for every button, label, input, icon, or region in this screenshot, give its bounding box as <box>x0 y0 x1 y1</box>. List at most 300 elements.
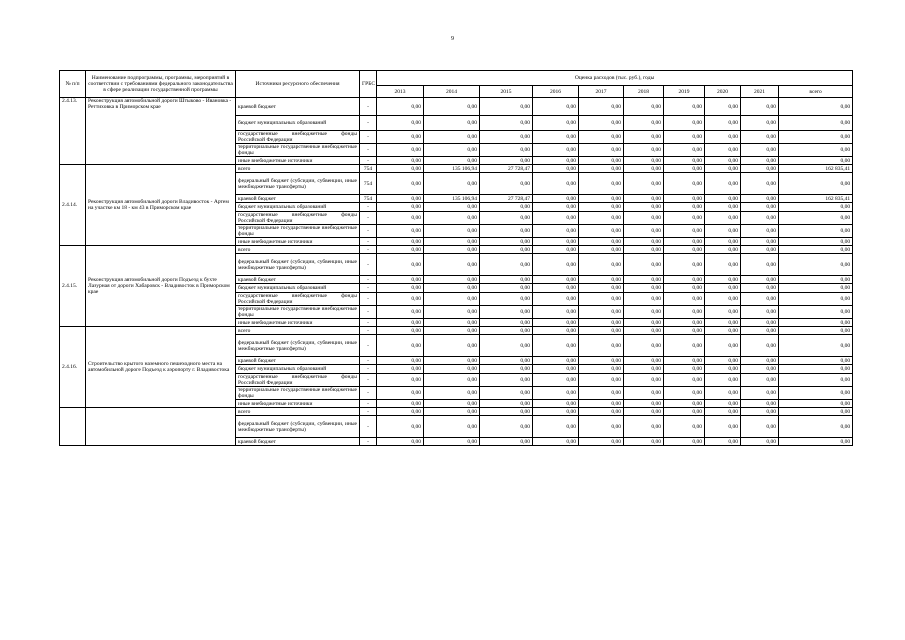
item-name: Реконструкция автомобильной дороги Владивосток - Артем на участке км 18 - км 43 в Приморском крае <box>86 165 236 246</box>
year-value: 0,00 <box>664 293 705 306</box>
year-value: 0,00 <box>705 195 741 203</box>
year-value: 0,00 <box>424 319 480 327</box>
year-value: 0,00 <box>377 173 424 195</box>
year-value: 0,00 <box>480 284 533 293</box>
funding-source: территориальные государственные внебюджетные фонды <box>236 144 360 157</box>
year-value: 0,00 <box>705 276 741 284</box>
year-value: 0,00 <box>705 335 741 357</box>
year-value: 0,00 <box>624 276 664 284</box>
header-year: 2021 <box>741 86 779 98</box>
year-value: 0,00 <box>624 387 664 400</box>
year-value: 0,00 <box>377 416 424 438</box>
funding-source: всего <box>236 408 360 416</box>
year-value: 0,00 <box>480 438 533 446</box>
year-value: 0,00 <box>705 98 741 116</box>
table-body <box>60 98 853 446</box>
year-value: 0,00 <box>624 203 664 212</box>
year-value: 0,00 <box>624 195 664 203</box>
year-value: 0,00 <box>664 400 705 408</box>
header-name: Наименование подпрограммы, программы, мероприятий в соответствии с требованиями федерального законодательства в сфере реализации государственной программы <box>86 71 236 98</box>
year-value: 0,00 <box>377 225 424 238</box>
year-value: 0,00 <box>424 284 480 293</box>
year-value: 0,00 <box>480 387 533 400</box>
year-value: 0,00 <box>579 116 624 131</box>
grbs-code: - <box>360 319 377 327</box>
year-value: 0,00 <box>480 225 533 238</box>
header-year: 2019 <box>664 86 705 98</box>
header-estimate: Оценка расходов (тыс. руб.), годы <box>377 71 853 86</box>
year-value: 0,00 <box>705 293 741 306</box>
table-row <box>60 246 853 254</box>
year-value: 0,00 <box>741 131 779 144</box>
total-value: 0,00 <box>779 293 853 306</box>
year-value: 0,00 <box>377 284 424 293</box>
year-value: 0,00 <box>579 306 624 319</box>
year-value: 0,00 <box>480 327 533 335</box>
year-value: 0,00 <box>424 400 480 408</box>
table-row <box>60 165 853 173</box>
year-value: 0,00 <box>377 116 424 131</box>
year-value: 0,00 <box>705 173 741 195</box>
year-value: 0,00 <box>664 195 705 203</box>
year-value: 0,00 <box>579 293 624 306</box>
page-number: 9 <box>451 36 454 42</box>
year-value: 0,00 <box>377 319 424 327</box>
year-value: 0,00 <box>624 357 664 365</box>
total-value: 0,00 <box>779 144 853 157</box>
year-value: 0,00 <box>705 319 741 327</box>
funding-source: всего <box>236 246 360 254</box>
year-value: 0,00 <box>579 335 624 357</box>
year-value: 135 106,94 <box>424 165 480 173</box>
header-year: всего <box>779 86 853 98</box>
year-value: 0,00 <box>533 357 579 365</box>
year-value: 0,00 <box>741 306 779 319</box>
year-value: 0,00 <box>377 212 424 225</box>
year-value: 0,00 <box>741 254 779 276</box>
year-value: 0,00 <box>533 365 579 374</box>
funding-source: иные внебюджетные источники <box>236 157 360 165</box>
year-value: 0,00 <box>741 238 779 246</box>
year-value: 0,00 <box>705 246 741 254</box>
year-value: 0,00 <box>533 246 579 254</box>
year-value: 0,00 <box>579 387 624 400</box>
grbs-code: - <box>360 374 377 387</box>
grbs-code: - <box>360 293 377 306</box>
year-value: 0,00 <box>664 131 705 144</box>
funding-source: бюджет муниципальных образований <box>236 116 360 131</box>
item-name <box>86 408 236 446</box>
year-value: 0,00 <box>741 438 779 446</box>
year-value: 0,00 <box>377 374 424 387</box>
year-value: 0,00 <box>480 400 533 408</box>
grbs-code: - <box>360 116 377 131</box>
year-value: 0,00 <box>579 98 624 116</box>
year-value: 0,00 <box>624 212 664 225</box>
year-value: 0,00 <box>579 157 624 165</box>
year-value: 0,00 <box>579 374 624 387</box>
year-value: 0,00 <box>741 319 779 327</box>
grbs-code: 754 <box>360 195 377 203</box>
item-number: 2.4.14. <box>60 165 86 246</box>
year-value: 0,00 <box>705 157 741 165</box>
year-value: 0,00 <box>579 319 624 327</box>
year-value: 0,00 <box>664 387 705 400</box>
year-value: 0,00 <box>533 408 579 416</box>
grbs-code: - <box>360 276 377 284</box>
year-value: 0,00 <box>424 335 480 357</box>
year-value: 135 106,94 <box>424 195 480 203</box>
year-value: 0,00 <box>579 195 624 203</box>
year-value: 0,00 <box>624 327 664 335</box>
year-value: 0,00 <box>424 293 480 306</box>
year-value: 0,00 <box>624 319 664 327</box>
year-value: 0,00 <box>377 131 424 144</box>
year-value: 0,00 <box>741 276 779 284</box>
grbs-code: - <box>360 327 377 335</box>
grbs-code: - <box>360 400 377 408</box>
grbs-code: - <box>360 246 377 254</box>
year-value: 0,00 <box>533 284 579 293</box>
year-value: 0,00 <box>624 225 664 238</box>
total-value: 0,00 <box>779 416 853 438</box>
grbs-code: - <box>360 98 377 116</box>
grbs-code: - <box>360 408 377 416</box>
year-value: 0,00 <box>480 365 533 374</box>
year-value: 0,00 <box>533 438 579 446</box>
year-value: 0,00 <box>705 238 741 246</box>
year-value: 0,00 <box>480 293 533 306</box>
year-value: 0,00 <box>533 306 579 319</box>
year-value: 0,00 <box>377 327 424 335</box>
total-value: 0,00 <box>779 225 853 238</box>
grbs-code: - <box>360 157 377 165</box>
year-value: 0,00 <box>377 246 424 254</box>
year-value: 0,00 <box>705 365 741 374</box>
grbs-code: 754 <box>360 165 377 173</box>
year-value: 0,00 <box>741 408 779 416</box>
grbs-code: - <box>360 225 377 238</box>
funding-source: территориальные государственные внебюджетные фонды <box>236 387 360 400</box>
total-value: 0,00 <box>779 131 853 144</box>
year-value: 0,00 <box>424 144 480 157</box>
expense-estimate-table <box>59 70 853 446</box>
year-value: 0,00 <box>624 400 664 408</box>
item-number: 2.4.13. <box>60 98 86 165</box>
table-row <box>60 327 853 335</box>
year-value: 0,00 <box>664 306 705 319</box>
year-value: 0,00 <box>664 165 705 173</box>
year-value: 0,00 <box>533 374 579 387</box>
year-value: 0,00 <box>624 284 664 293</box>
year-value: 27 728,47 <box>480 165 533 173</box>
year-value: 0,00 <box>424 173 480 195</box>
year-value: 0,00 <box>377 276 424 284</box>
year-value: 0,00 <box>664 357 705 365</box>
year-value: 0,00 <box>741 335 779 357</box>
grbs-code: - <box>360 335 377 357</box>
grbs-code: - <box>360 212 377 225</box>
year-value: 0,00 <box>533 98 579 116</box>
year-value: 0,00 <box>424 212 480 225</box>
funding-source: всего <box>236 165 360 173</box>
year-value: 0,00 <box>579 276 624 284</box>
year-value: 0,00 <box>664 246 705 254</box>
header-year: 2017 <box>579 86 624 98</box>
year-value: 0,00 <box>579 400 624 408</box>
year-value: 0,00 <box>579 131 624 144</box>
year-value: 0,00 <box>741 327 779 335</box>
year-value: 0,00 <box>424 254 480 276</box>
grbs-code: - <box>360 254 377 276</box>
funding-source: краевой бюджет <box>236 276 360 284</box>
year-value: 0,00 <box>741 195 779 203</box>
total-value: 0,00 <box>779 254 853 276</box>
year-value: 0,00 <box>624 157 664 165</box>
funding-source: федеральный бюджет (субсидии, субвенции, иные межбюджетные трансферты) <box>236 173 360 195</box>
year-value: 0,00 <box>741 365 779 374</box>
year-value: 0,00 <box>377 203 424 212</box>
year-value: 0,00 <box>624 335 664 357</box>
year-value: 0,00 <box>579 408 624 416</box>
year-value: 0,00 <box>480 276 533 284</box>
total-value: 0,00 <box>779 98 853 116</box>
year-value: 0,00 <box>424 327 480 335</box>
year-value: 0,00 <box>424 203 480 212</box>
year-value: 0,00 <box>579 284 624 293</box>
total-value: 0,00 <box>779 238 853 246</box>
year-value: 0,00 <box>664 319 705 327</box>
year-value: 0,00 <box>424 357 480 365</box>
year-value: 0,00 <box>377 238 424 246</box>
year-value: 0,00 <box>664 365 705 374</box>
year-value: 0,00 <box>480 374 533 387</box>
table-header <box>60 71 853 98</box>
year-value: 27 728,47 <box>480 195 533 203</box>
year-value: 0,00 <box>579 212 624 225</box>
year-value: 0,00 <box>741 116 779 131</box>
total-value: 0,00 <box>779 212 853 225</box>
year-value: 0,00 <box>533 319 579 327</box>
year-value: 0,00 <box>705 284 741 293</box>
year-value: 0,00 <box>624 144 664 157</box>
year-value: 0,00 <box>741 212 779 225</box>
year-value: 0,00 <box>480 416 533 438</box>
item-number: 2.4.16. <box>60 327 86 408</box>
year-value: 0,00 <box>480 319 533 327</box>
year-value: 0,00 <box>624 416 664 438</box>
total-value: 0,00 <box>779 408 853 416</box>
year-value: 0,00 <box>664 157 705 165</box>
year-value: 0,00 <box>377 387 424 400</box>
total-value: 0,00 <box>779 306 853 319</box>
year-value: 0,00 <box>664 98 705 116</box>
header-year: 2016 <box>533 86 579 98</box>
year-value: 0,00 <box>705 165 741 173</box>
grbs-code: - <box>360 284 377 293</box>
total-value: 0,00 <box>779 276 853 284</box>
grbs-code: - <box>360 306 377 319</box>
year-value: 0,00 <box>741 144 779 157</box>
total-value: 0,00 <box>779 203 853 212</box>
funding-source: краевой бюджет <box>236 195 360 203</box>
year-value: 0,00 <box>480 157 533 165</box>
year-value: 0,00 <box>664 416 705 438</box>
grbs-code: - <box>360 203 377 212</box>
year-value: 0,00 <box>624 173 664 195</box>
grbs-code: - <box>360 144 377 157</box>
year-value: 0,00 <box>664 438 705 446</box>
year-value: 0,00 <box>624 98 664 116</box>
year-value: 0,00 <box>424 157 480 165</box>
total-value: 0,00 <box>779 319 853 327</box>
year-value: 0,00 <box>533 387 579 400</box>
year-value: 0,00 <box>624 438 664 446</box>
year-value: 0,00 <box>705 387 741 400</box>
year-value: 0,00 <box>480 335 533 357</box>
year-value: 0,00 <box>741 203 779 212</box>
total-value: 162 835,41 <box>779 165 853 173</box>
total-value: 0,00 <box>779 335 853 357</box>
year-value: 0,00 <box>424 98 480 116</box>
funding-source: государственные внебюджетные фонды Российской Федерации <box>236 374 360 387</box>
funding-source: иные внебюджетные источники <box>236 319 360 327</box>
year-value: 0,00 <box>480 212 533 225</box>
total-value: 0,00 <box>779 246 853 254</box>
grbs-code: 754 <box>360 173 377 195</box>
grbs-code: - <box>360 365 377 374</box>
year-value: 0,00 <box>533 116 579 131</box>
funding-source: федеральный бюджет (субсидии, субвенции, иные межбюджетные трансферты) <box>236 335 360 357</box>
year-value: 0,00 <box>377 157 424 165</box>
total-value: 0,00 <box>779 387 853 400</box>
year-value: 0,00 <box>664 335 705 357</box>
grbs-code: - <box>360 238 377 246</box>
year-value: 0,00 <box>624 254 664 276</box>
funding-source: иные внебюджетные источники <box>236 400 360 408</box>
grbs-code: - <box>360 438 377 446</box>
year-value: 0,00 <box>579 225 624 238</box>
item-number <box>60 408 86 446</box>
year-value: 0,00 <box>741 165 779 173</box>
year-value: 0,00 <box>533 327 579 335</box>
grbs-code: - <box>360 387 377 400</box>
year-value: 0,00 <box>664 374 705 387</box>
year-value: 0,00 <box>579 144 624 157</box>
year-value: 0,00 <box>624 238 664 246</box>
grbs-code: - <box>360 131 377 144</box>
year-value: 0,00 <box>377 165 424 173</box>
grbs-code: - <box>360 357 377 365</box>
year-value: 0,00 <box>741 284 779 293</box>
year-value: 0,00 <box>664 408 705 416</box>
funding-source: краевой бюджет <box>236 98 360 116</box>
year-value: 0,00 <box>480 203 533 212</box>
year-value: 0,00 <box>664 116 705 131</box>
year-value: 0,00 <box>533 400 579 408</box>
year-value: 0,00 <box>480 246 533 254</box>
year-value: 0,00 <box>533 203 579 212</box>
year-value: 0,00 <box>533 293 579 306</box>
year-value: 0,00 <box>579 254 624 276</box>
year-value: 0,00 <box>579 165 624 173</box>
year-value: 0,00 <box>705 212 741 225</box>
year-value: 0,00 <box>624 293 664 306</box>
year-value: 0,00 <box>424 416 480 438</box>
year-value: 0,00 <box>480 254 533 276</box>
year-value: 0,00 <box>741 246 779 254</box>
year-value: 0,00 <box>480 408 533 416</box>
year-value: 0,00 <box>424 276 480 284</box>
year-value: 0,00 <box>579 416 624 438</box>
funding-source: федеральный бюджет (субсидии, субвенции, иные межбюджетные трансферты) <box>236 416 360 438</box>
year-value: 0,00 <box>705 416 741 438</box>
year-value: 0,00 <box>624 165 664 173</box>
header-number: № п/п <box>60 71 86 98</box>
year-value: 0,00 <box>741 416 779 438</box>
funding-source: краевой бюджет <box>236 357 360 365</box>
year-value: 0,00 <box>424 306 480 319</box>
year-value: 0,00 <box>533 276 579 284</box>
year-value: 0,00 <box>705 254 741 276</box>
year-value: 0,00 <box>533 416 579 438</box>
header-year: 2018 <box>624 86 664 98</box>
year-value: 0,00 <box>664 284 705 293</box>
header-source: Источники ресурсного обеспечения <box>236 71 360 98</box>
year-value: 0,00 <box>377 400 424 408</box>
year-value: 0,00 <box>533 335 579 357</box>
year-value: 0,00 <box>424 387 480 400</box>
year-value: 0,00 <box>664 225 705 238</box>
year-value: 0,00 <box>533 212 579 225</box>
year-value: 0,00 <box>664 327 705 335</box>
year-value: 0,00 <box>705 225 741 238</box>
year-value: 0,00 <box>480 131 533 144</box>
total-value: 0,00 <box>779 357 853 365</box>
year-value: 0,00 <box>705 203 741 212</box>
year-value: 0,00 <box>579 173 624 195</box>
year-value: 0,00 <box>664 144 705 157</box>
funding-source: территориальные государственные внебюджетные фонды <box>236 306 360 319</box>
year-value: 0,00 <box>377 335 424 357</box>
year-value: 0,00 <box>533 254 579 276</box>
year-value: 0,00 <box>705 438 741 446</box>
year-value: 0,00 <box>533 225 579 238</box>
header-grbs: ГРБС <box>360 71 377 98</box>
year-value: 0,00 <box>579 357 624 365</box>
year-value: 0,00 <box>533 131 579 144</box>
total-value: 0,00 <box>779 327 853 335</box>
year-value: 0,00 <box>624 131 664 144</box>
year-value: 0,00 <box>579 327 624 335</box>
item-number: 2.4.15. <box>60 246 86 327</box>
year-value: 0,00 <box>624 374 664 387</box>
year-value: 0,00 <box>664 254 705 276</box>
year-value: 0,00 <box>705 357 741 365</box>
year-value: 0,00 <box>664 238 705 246</box>
year-value: 0,00 <box>377 357 424 365</box>
total-value: 0,00 <box>779 173 853 195</box>
year-value: 0,00 <box>480 116 533 131</box>
year-value: 0,00 <box>377 306 424 319</box>
year-value: 0,00 <box>579 438 624 446</box>
year-value: 0,00 <box>533 238 579 246</box>
header-year: 2020 <box>705 86 741 98</box>
year-value: 0,00 <box>377 254 424 276</box>
year-value: 0,00 <box>424 116 480 131</box>
year-value: 0,00 <box>664 276 705 284</box>
year-value: 0,00 <box>741 387 779 400</box>
